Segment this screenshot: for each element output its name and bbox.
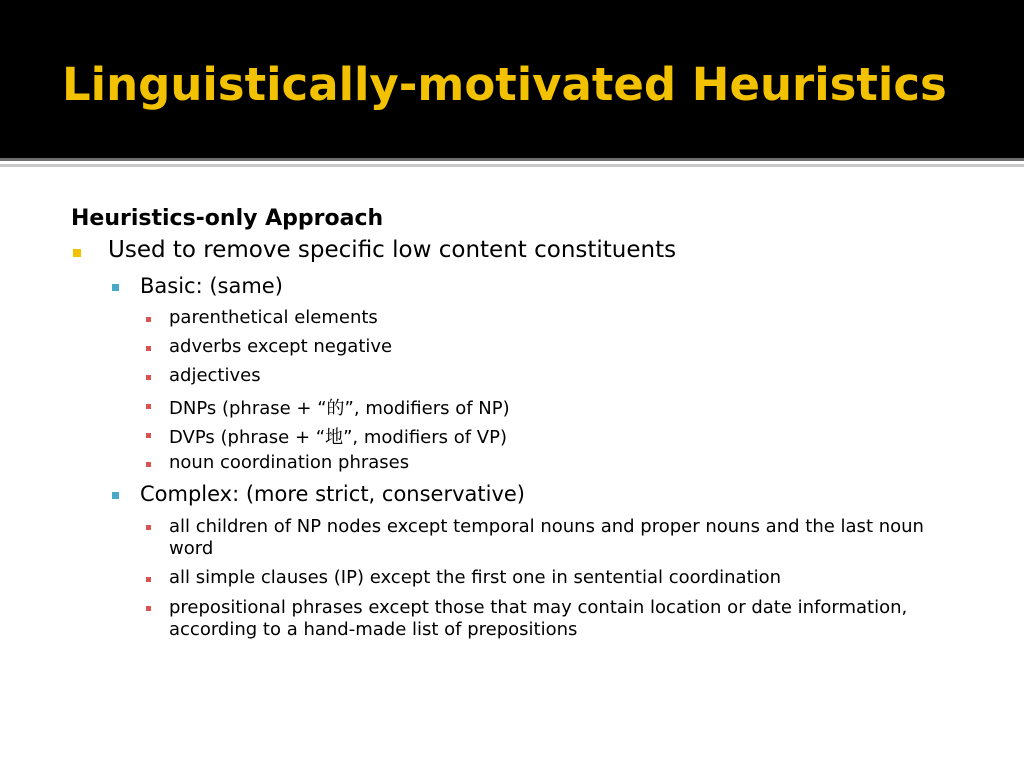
square-bullet-icon: [146, 346, 151, 351]
bullet-basic: Basic: (same): [140, 274, 283, 298]
list-item: prepositional phrases except those that may contain location or date information, according to a hand-made list of prepositions: [169, 597, 908, 640]
square-bullet-icon: [146, 525, 151, 530]
list-item: adverbs except negative: [169, 336, 393, 357]
square-bullet-icon: [146, 317, 151, 322]
square-bullet-icon: [112, 284, 119, 291]
square-bullet-icon: [146, 606, 151, 611]
slide-title: Linguistically-motivated Heuristics: [62, 58, 947, 111]
bullet-complex: Complex: (more strict, conservative): [140, 482, 526, 506]
square-bullet-icon: [73, 249, 81, 257]
list-item: parenthetical elements: [169, 307, 378, 328]
list-item: all simple clauses (IP) except the first one in sentential coordination: [169, 567, 782, 588]
square-bullet-icon: [146, 577, 151, 582]
square-bullet-icon: [146, 433, 151, 438]
square-bullet-icon: [146, 404, 151, 409]
list-item: all children of NP nodes except temporal nouns and proper nouns and the last noun word: [169, 516, 924, 559]
section-heading: Heuristics-only Approach: [71, 206, 384, 231]
list-item: adjectives: [169, 365, 261, 386]
square-bullet-icon: [146, 462, 151, 467]
list-item: noun coordination phrases: [169, 452, 410, 473]
bullet-level1: Used to remove specific low content constituents: [108, 237, 677, 263]
list-item: DNPs (phrase + “的”, modifiers of NP): [169, 398, 510, 419]
square-bullet-icon: [146, 375, 151, 380]
square-bullet-icon: [112, 492, 119, 499]
list-item: DVPs (phrase + “地”, modifiers of VP): [169, 427, 508, 448]
